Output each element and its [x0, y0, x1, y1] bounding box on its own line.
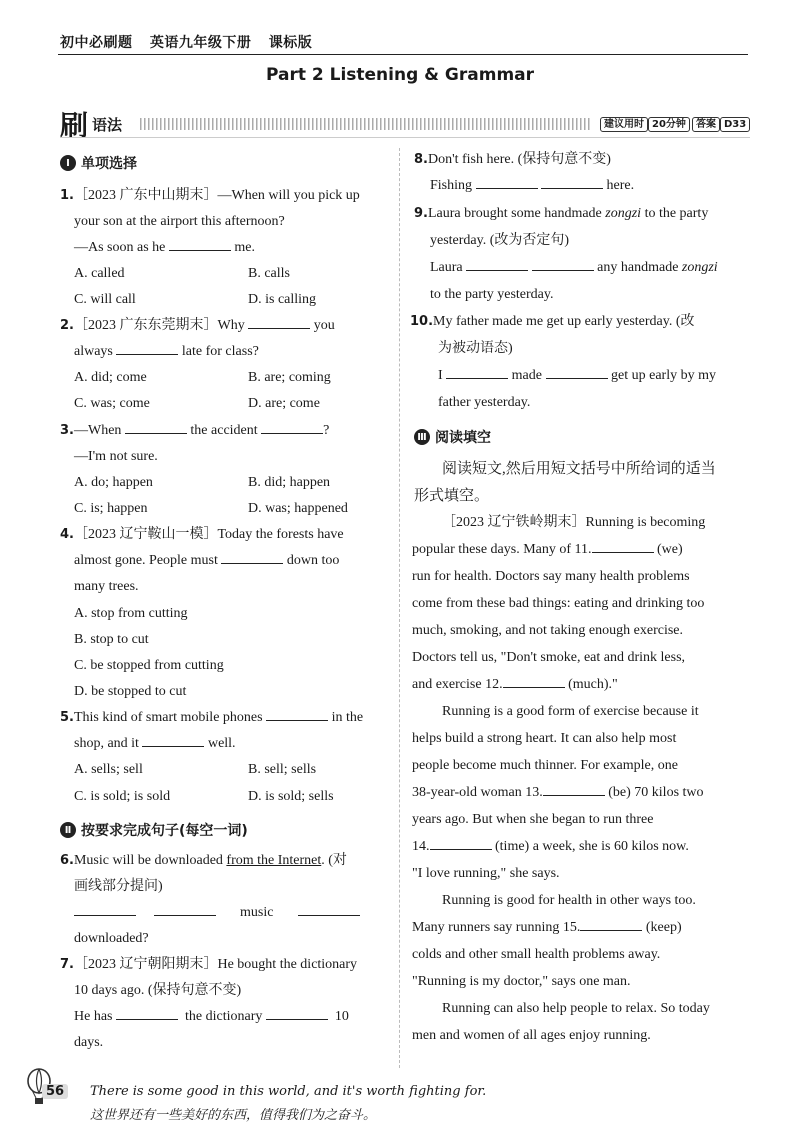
answer-blank[interactable] — [142, 735, 204, 747]
column-divider — [399, 148, 400, 1068]
q3-option-a: A. do; happen — [74, 475, 153, 490]
q7-line1: 7.［2023 辽宁朝阳期末］He bought the dictionary — [60, 957, 358, 972]
passage-line: and exercise 12. (much)." — [412, 677, 618, 692]
answer-blank-12[interactable] — [503, 676, 565, 688]
answer-blank[interactable] — [74, 904, 136, 916]
q6-underlined-phrase: from the Internet — [226, 853, 322, 868]
q3-line1: 3.—When the accident ? — [60, 423, 330, 438]
section-3-title: 阅读填空 — [435, 430, 491, 446]
q5-line2: shop, and it well. — [74, 736, 236, 751]
answer-blank[interactable] — [532, 259, 594, 271]
q10-line3: I made get up early by my — [438, 368, 716, 383]
q5-option-d: D. is sold; sells — [248, 789, 334, 804]
answer-blank[interactable] — [298, 904, 360, 916]
q2-option-b: B. are; coming — [248, 370, 331, 385]
q5-option-a: A. sells; sell — [74, 762, 143, 777]
passage-line: Doctors tell us, "Don't smoke, eat and drink less, — [412, 650, 686, 665]
q1-option-d: D. is calling — [248, 292, 317, 307]
q1-number: 1. — [60, 188, 74, 203]
q7-line3: He has the dictionary 10 — [74, 1009, 349, 1024]
section-band — [60, 104, 750, 142]
passage-line: "Running is my doctor," says one man. — [412, 974, 631, 989]
q8-line2: Fishing here. — [430, 178, 635, 193]
page-footer — [14, 1066, 487, 1126]
q4-option-a: A. stop from cutting — [74, 606, 188, 621]
section-3-heading — [414, 427, 491, 447]
passage-line: much, smoking, and not taking enough exercise. — [412, 623, 683, 638]
q2-line2: always late for class? — [74, 344, 259, 359]
q4-line1: 4.［2023 辽宁鞍山一模］Today the forests have — [60, 527, 344, 542]
q3-line2: —I'm not sure. — [74, 449, 158, 464]
q7-line4: days. — [74, 1035, 104, 1050]
answer-page: D33 — [720, 117, 750, 132]
section-3-instruction-1: 阅读短文,然后用短文括号中所给词的适当 — [442, 461, 716, 477]
q3-option-b: B. did; happen — [248, 475, 331, 490]
answer-blank[interactable] — [476, 177, 538, 189]
q1-line2: your son at the airport this afternoon? — [74, 214, 285, 229]
answer-blank[interactable] — [169, 239, 231, 251]
passage-line: Many runners say running 15. (keep) — [412, 920, 682, 935]
section-1-title: 单项选择 — [81, 156, 137, 172]
q9-line4: to the party yesterday. — [430, 287, 554, 302]
answer-blank[interactable] — [248, 317, 310, 329]
passage-line: Running is good for health in other ways too. — [442, 893, 696, 908]
answer-blank[interactable] — [221, 552, 283, 564]
section-1-heading — [60, 153, 137, 173]
answer-blank[interactable] — [541, 177, 603, 189]
passage-line: popular these days. Many of 11. (we) — [412, 542, 683, 557]
q5-option-b: B. sell; sells — [248, 762, 317, 777]
time-value: 20分钟 — [648, 117, 690, 132]
q1-line3: —As soon as he me. — [74, 240, 255, 255]
page-number: 56 — [42, 1084, 68, 1099]
answer-blank[interactable] — [446, 367, 508, 379]
q1-line1: 1.［2023 广东中山期末］—When will you pick up — [60, 188, 360, 203]
section-3-number: Ⅲ — [414, 429, 430, 445]
passage-line: 14. (time) a week, she is 60 kilos now. — [412, 839, 689, 854]
section-3-instruction-2: 形式填空。 — [414, 488, 490, 504]
passage-line: 38-year-old woman 13. (be) 70 kilos two — [412, 785, 704, 800]
q2-option-a: A. did; come — [74, 370, 147, 385]
answer-blank[interactable] — [154, 904, 216, 916]
passage-line: years ago. But when she began to run three — [412, 812, 654, 827]
passage-line: ［2023 辽宁铁岭期末］Running is becoming — [442, 515, 706, 530]
band-big-char: 刷 — [60, 109, 89, 142]
passage-line: "I love running," she says. — [412, 866, 560, 881]
q6-line1: 6.Music will be downloaded from the Internet. (对 — [60, 853, 347, 868]
q9-line1: 9.Laura brought some handmade zongzi to the party — [414, 206, 709, 221]
passage-line: men and women of all ages enjoy running. — [412, 1028, 651, 1043]
q9-line3: Laura any handmade zongzi — [430, 260, 718, 275]
q4-option-d: D. be stopped to cut — [74, 684, 187, 699]
answer-blank[interactable] — [125, 422, 187, 434]
answer-label: 答案 — [692, 117, 720, 132]
q10-line4: father yesterday. — [438, 395, 531, 410]
passage-line: people become much thinner. For example, one — [412, 758, 678, 773]
answer-blank[interactable] — [466, 259, 528, 271]
answer-blank-13[interactable] — [543, 784, 605, 796]
passage-line: come from these bad things: eating and drinking too — [412, 596, 705, 611]
q1-option-a: A. called — [74, 266, 125, 281]
q9-line2: yesterday. (改为否定句) — [430, 233, 570, 248]
answer-blank[interactable] — [266, 709, 328, 721]
q1-option-c: C. will call — [74, 292, 136, 307]
q4-line3: many trees. — [74, 579, 139, 594]
book-edition: 课标版 — [268, 35, 313, 51]
q6-line2: 画线部分提问) — [74, 879, 163, 894]
answer-blank-14[interactable] — [430, 838, 492, 850]
part-title: Part 2 Listening & Grammar — [265, 65, 535, 85]
passage-line: colds and other small health problems away. — [412, 947, 661, 962]
q2-line1: 2.［2023 广东东莞期末］Why you — [60, 318, 335, 333]
section-2-heading — [60, 820, 248, 840]
q4-line2: almost gone. People must down too — [74, 553, 340, 568]
band-rule — [60, 137, 750, 138]
q5-line1: 5.This kind of smart mobile phones in the — [60, 710, 364, 725]
section-2-title: 按要求完成句子(每空一词) — [81, 823, 248, 839]
answer-blank[interactable] — [546, 367, 608, 379]
book-header — [60, 32, 324, 52]
q10-line1: 10.My father made me get up early yesterday. (改 — [410, 314, 695, 329]
section-2-number: Ⅱ — [60, 822, 76, 838]
answer-blank[interactable] — [116, 1008, 178, 1020]
q10-line2: 为被动语态) — [438, 341, 513, 356]
q2-option-d: D. are; come — [248, 396, 320, 411]
band-stripes — [140, 118, 590, 130]
footer-quote-cn: 这世界还有一些美好的东西，值得我们为之奋斗。 — [90, 1108, 377, 1123]
q2-option-c: C. was; come — [74, 396, 150, 411]
passage-line: run for health. Doctors say many health problems — [412, 569, 690, 584]
book-subject: 英语九年级下册 — [149, 35, 252, 51]
q5-option-c: C. is sold; is sold — [74, 789, 171, 804]
answer-blank[interactable] — [266, 1008, 328, 1020]
q3-option-c: C. is; happen — [74, 501, 148, 516]
q8-line1: 8.Don't fish here. (保持句意不变) — [414, 152, 611, 167]
band-title: 语法 — [92, 116, 123, 134]
answer-blank[interactable] — [261, 422, 323, 434]
passage-line: Running is a good form of exercise because it — [442, 704, 699, 719]
answer-blank[interactable] — [116, 343, 178, 355]
q4-option-b: B. stop to cut — [74, 632, 149, 647]
header-rule — [58, 54, 748, 55]
answer-blank-15[interactable] — [580, 919, 642, 931]
section-1-number: Ⅰ — [60, 155, 76, 171]
answer-blank-11[interactable] — [592, 541, 654, 553]
passage-line: Running can also help people to relax. So today — [442, 1001, 710, 1016]
q4-option-c: C. be stopped from cutting — [74, 658, 224, 673]
passage-line: helps build a strong heart. It can also help most — [412, 731, 677, 746]
time-label: 建议用时 — [600, 117, 648, 132]
q7-line2: 10 days ago. (保持句意不变) — [74, 983, 242, 998]
book-name: 初中必刷题 — [60, 35, 133, 51]
q1-option-b: B. calls — [248, 266, 290, 281]
q3-option-d: D. was; happened — [248, 501, 348, 516]
footer-quote-en: There is some good in this world, and it's worth fighting for. — [90, 1084, 487, 1099]
q6-line4: downloaded? — [74, 931, 149, 946]
q6-line3: music — [74, 904, 360, 922]
